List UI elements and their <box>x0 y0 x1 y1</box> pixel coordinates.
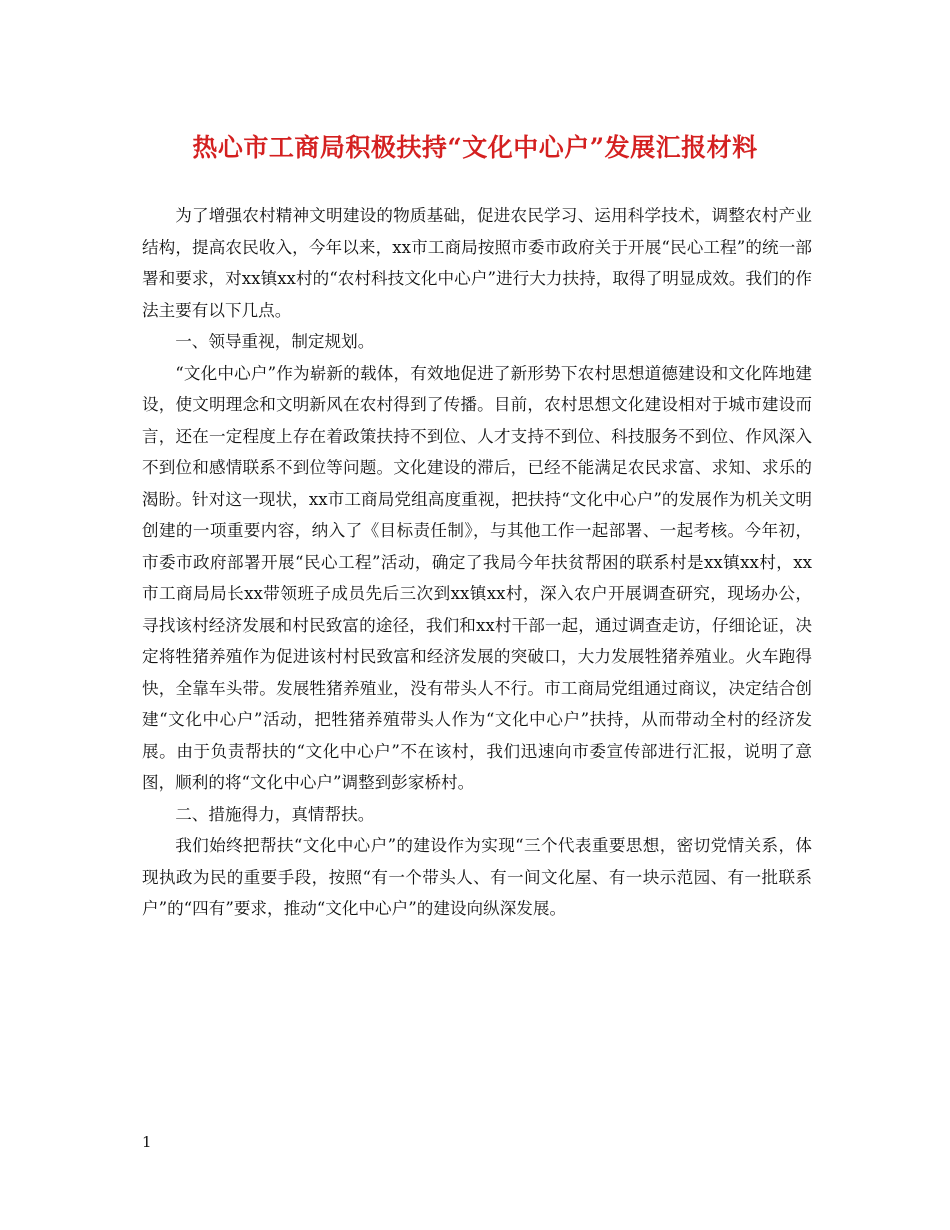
document-title: 热心市工商局积极扶持“文化中心户”发展汇报材料 <box>192 133 758 162</box>
document-body <box>142 200 812 925</box>
paragraph-intro: 为了增强农村精神文明建设的物质基础，促进农民学习、运用科学技术，调整农村产业结构，提高农民收入，今年以来，xx市工商局按照市委市政府关于开展“民心工程”的统一部署和要求，对xx镇xx村的“农村科技文化中心户”进行大力扶持，取得了明显成效。我们的作法主要有以下几点。 <box>142 206 812 320</box>
paragraph-section-2: 我们始终把帮扶“文化中心户”的建设作为实现“三个代表重要思想，密切党情关系，体现执政为民的重要手段，按照“有一个带头人、有一间文化屋、有一块示范园、有一批联系户”的“四有”要求，推动“文化中心户”的建设向纵深发展。 <box>142 836 812 918</box>
section-heading-1: 一、领导重视，制定规划。 <box>175 332 375 351</box>
section-heading-2: 二、措施得力，真情帮扶。 <box>175 804 375 824</box>
page-number: 1 <box>142 1133 152 1151</box>
paragraph-section-1: “文化中心户”作为崭新的载体，有效地促进了新形势下农村思想道德建设和文化阵地建设，使文明理念和文明新风在农村得到了传播。目前，农村思想文化建设相对于城市建设而言，还在一定程度上存在着政策扶持不到位、人才支持不到位、科技服务不到位、作风深入不到位和感情联系不到位等问题。文化建设的滞后，已经不能满足农民求富、求知、求乐的渴盼。针对这一现状，xx市工商局党组高度重视，把扶持“文化中心户”的发展作为机关文明创建的一项重要内容，纳入了《目标责任制》，与其他工作一起部署、一起考核。今年初，市委市政府部署开展“民心工程”活动，确定了我局今年扶贫帮困的联系村是xx镇xx村，xx市工商局局长xx带领班子成员先后三次到xx镇xx村，深入农户开展调查研究，现场办公，寻找该村经济发展和村民致富的途径，我们和xx村干部一起，通过调查走访，仔细论证，决定将牲猪养殖作为促进该村村民致富和经济发展的突破口，大力发展牲猪养殖业。火车跑得快，全靠车头带。发展牲猪养殖业，没有带头人不行。市工商局党组通过商议，决定结合创建“文化中心户”活动，把牲猪养殖带头人作为“文化中心户”扶持，从而带动全村的经济发展。由于负责帮扶的“文化中心户”不在该村，我们迅速向市委宣传部进行汇报，说明了意图，顺利的将“文化中心户”调整到彭家桥村。 <box>142 363 812 792</box>
